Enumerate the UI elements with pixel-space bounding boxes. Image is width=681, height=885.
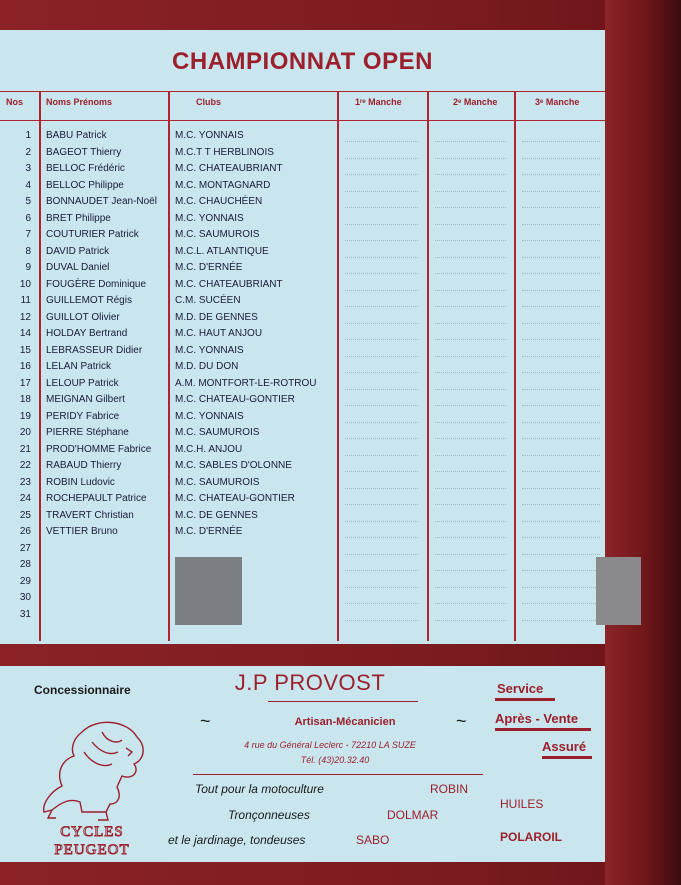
ad-address: 4 rue du Général Leclerc - 72210 LA SUZE [244,740,416,750]
score-dotted-line [522,174,600,175]
score-dotted-line [435,191,506,192]
rider-name: COUTURIER Patrick [46,229,139,240]
score-dotted-line [435,504,506,505]
rider-club: M.C. CHATEAU-GONTIER [175,394,295,405]
rider-club: M.C. D'ERNÉE [175,262,243,273]
score-dotted-line [345,455,418,456]
score-dotted-line [522,537,600,538]
row-number: 26 [19,526,31,537]
rider-club: M.C. YONNAIS [175,212,244,224]
row-number: 15 [19,344,31,356]
table-row [0,392,605,409]
score-dotted-line [345,356,418,357]
apres-vente-underline [495,728,591,731]
score-dotted-line [345,521,418,522]
rider-name: BRET Philippe [46,212,111,224]
score-dotted-line [345,488,418,489]
rider-club: M.C. HAUT ANJOU [175,328,263,339]
score-dotted-line [435,587,506,588]
table-row [0,194,605,211]
table-row [0,508,605,525]
svg-text:PEUGEOT: PEUGEOT [54,842,130,857]
rider-club: M.C. DE GENNES [175,509,258,521]
ad-jardinage: et le jardinage, tondeuses [168,833,306,847]
score-dotted-line [345,471,418,472]
score-dotted-line [522,240,600,241]
score-dotted-line [435,306,506,307]
rider-club: M.C. CHAUCHÉEN [175,196,263,207]
score-dotted-line [435,488,506,489]
rider-name: GUILLOT Olivier [46,311,120,323]
ad-robin: ROBIN [430,782,469,796]
score-dotted-line [345,504,418,505]
table-row [0,310,605,327]
rider-name: HOLDAY Bertrand [46,328,128,339]
ad-subtitle: Artisan-Mécanicien [294,716,396,728]
page-title: CHAMPIONNAT OPEN [172,48,433,75]
rider-club: M.C. CHATEAUBRIANT [175,278,283,290]
ad-assure: Assuré [542,739,587,754]
score-dotted-line [345,224,418,225]
row-number: 7 [25,229,31,240]
score-dotted-line [345,306,418,307]
ad-service: Service [497,681,544,696]
score-dotted-line [522,158,600,159]
ad-huiles: HUILES [500,797,544,811]
row-number: 31 [19,608,31,620]
score-dotted-line [435,372,506,373]
score-dotted-line [345,207,418,208]
score-dotted-line [345,405,418,406]
rider-club: M.C.L. ATLANTIQUE [175,245,269,257]
rider-name: LELOUP Patrick [46,377,119,389]
col-header-round-2: 2ᵉ Manche [453,97,498,107]
table-row [0,475,605,492]
rider-name: ROBIN Ludovic [46,476,115,488]
rider-club: M.C. CHATEAU-GONTIER [175,493,295,504]
table-row [0,376,605,393]
col-header-clubs: Clubs [196,97,222,107]
score-dotted-line [522,554,600,555]
row-number: 14 [19,328,31,339]
grey-patch [175,557,242,625]
score-dotted-line [435,521,506,522]
score-dotted-line [345,554,418,555]
row-number: 24 [19,493,31,504]
score-dotted-line [435,224,506,225]
row-number: 21 [19,443,31,455]
table-row [0,541,605,558]
score-dotted-line [435,257,506,258]
table-row [0,145,605,162]
score-dotted-line [522,224,600,225]
page-edge [605,0,681,885]
tilde-ornament: ~ [456,711,467,731]
row-number: 12 [19,311,31,323]
rider-name: PIERRE Stéphane [46,427,129,438]
score-dotted-line [345,273,418,274]
score-dotted-line [435,438,506,439]
table-row [0,178,605,195]
rider-club: M.C. YONNAIS [175,130,244,141]
score-dotted-line [522,306,600,307]
score-dotted-line [522,257,600,258]
score-dotted-line [522,405,600,406]
table-row [0,458,605,475]
grey-patch [596,557,641,625]
score-dotted-line [345,323,418,324]
row-number: 25 [19,509,31,521]
score-dotted-line [522,207,600,208]
rider-club: M.C.T T HERBLINOIS [175,146,274,158]
rider-name: LELAN Patrick [46,361,112,372]
rider-name: BELLOC Frédéric [46,163,125,174]
row-number: 8 [25,245,31,257]
score-dotted-line [522,372,600,373]
rider-club: M.C. SAUMUROIS [175,229,260,240]
rider-name: LEBRASSEUR Didier [46,344,143,356]
rider-name: BONNAUDET Jean-Noël [46,196,157,207]
rider-name: RABAUD Thierry [46,460,122,471]
score-dotted-line [435,471,506,472]
row-number: 10 [19,278,31,290]
score-dotted-line [522,438,600,439]
row-number: 23 [19,476,31,488]
score-dotted-line [435,422,506,423]
rider-club: M.D. DU DON [175,361,239,372]
table-row [0,161,605,178]
ad-dolmar: DOLMAR [387,808,439,822]
table-row [0,491,605,508]
lion-icon [22,712,162,857]
ad-tronconneuses: Tronçonneuses [228,808,310,822]
table-row [0,343,605,360]
row-number: 17 [19,377,31,389]
score-dotted-line [345,191,418,192]
rider-club: M.C. CHATEAUBRIANT [175,163,283,174]
score-dotted-line [435,537,506,538]
rider-club: M.C.H. ANJOU [175,443,243,455]
score-dotted-line [345,587,418,588]
rider-club: M.C. SABLES D'OLONNE [175,460,292,471]
score-dotted-line [435,356,506,357]
rider-name: FOUGÈRE Dominique [46,278,147,290]
row-number: 30 [19,592,31,603]
service-underline [495,698,555,701]
score-dotted-line [435,620,506,621]
ad-curve-line [193,774,483,775]
score-dotted-line [522,603,600,604]
rider-club: C.M. SUCÉEN [175,295,241,306]
score-dotted-line [435,554,506,555]
rider-name: BABU Patrick [46,130,107,141]
rider-club: A.M. MONTFORT-LE-ROTROU [175,377,317,389]
score-dotted-line [522,488,600,489]
tilde-ornament: ~ [200,711,211,731]
score-dotted-line [522,191,600,192]
score-dotted-line [522,339,600,340]
score-dotted-line [522,471,600,472]
rider-name: BAGEOT Thierry [46,146,122,158]
score-dotted-line [345,257,418,258]
row-number: 6 [25,212,31,224]
score-dotted-line [435,323,506,324]
score-dotted-line [522,620,600,621]
rider-name: DUVAL Daniel [46,262,110,273]
table-row [0,128,605,145]
score-dotted-line [435,570,506,571]
row-number: 27 [19,542,31,554]
rider-name: MEIGNAN Gilbert [46,394,125,405]
score-dotted-line [522,570,600,571]
score-dotted-line [522,504,600,505]
score-dotted-line [522,587,600,588]
ad-motoculture: Tout pour la motoculture [195,782,324,796]
col-header-round-1: 1ʳᵉ Manche [355,97,402,107]
col-header-names: Noms Prénoms [46,97,113,107]
table-row [0,607,605,624]
row-number: 2 [25,146,31,158]
score-dotted-line [522,455,600,456]
row-number: 11 [20,295,31,306]
row-number: 20 [19,427,31,438]
score-dotted-line [522,422,600,423]
col-header-round-3: 3ᵉ Manche [535,97,580,107]
score-dotted-line [522,356,600,357]
score-dotted-line [345,372,418,373]
score-dotted-line [522,273,600,274]
table-row [0,359,605,376]
score-dotted-line [435,339,506,340]
rider-club: M.C. D'ERNÉE [175,526,243,537]
score-dotted-line [345,603,418,604]
row-number: 1 [25,130,31,141]
ad-divider [268,701,418,702]
score-dotted-line [345,422,418,423]
row-number: 16 [19,361,31,372]
rider-name: ROCHEPAULT Patrice [46,493,147,504]
score-dotted-line [345,174,418,175]
score-dotted-line [435,174,506,175]
score-dotted-line [345,570,418,571]
svg-text:CYCLES: CYCLES [60,824,124,840]
rider-name: PERIDY Fabrice [46,410,120,422]
table-row [0,211,605,228]
rider-name: BELLOC Philippe [46,179,124,191]
score-dotted-line [522,521,600,522]
ad-apres-vente: Après - Vente [495,711,579,726]
score-dotted-line [522,141,600,142]
ad-telephone: Tél. (43)20.32.40 [300,755,370,765]
rider-club: M.C. YONNAIS [175,410,244,422]
ad-sabo: SABO [356,833,390,847]
rider-club: M.C. YONNAIS [175,344,244,356]
score-dotted-line [345,339,418,340]
score-dotted-line [435,405,506,406]
ad-polaroil: POLAROIL [500,830,562,844]
score-dotted-line [435,158,506,159]
score-dotted-line [435,207,506,208]
score-dotted-line [345,389,418,390]
table-row [0,524,605,541]
score-dotted-line [345,290,418,291]
row-number: 3 [25,163,31,174]
score-dotted-line [345,438,418,439]
assure-underline [542,756,592,759]
rider-name: GUILLEMOT Régis [46,295,132,306]
peugeot-lion-logo [22,712,162,857]
table-row [0,590,605,607]
rider-club: M.D. DE GENNES [175,311,258,323]
table-row [0,293,605,310]
rider-club: M.C. SAUMUROIS [175,427,260,438]
rider-name: PROD'HOMME Fabrice [46,443,152,455]
table-row [0,277,605,294]
table-row [0,244,605,261]
score-dotted-line [522,389,600,390]
table-row [0,442,605,459]
table-row [0,557,605,574]
score-dotted-line [435,240,506,241]
row-number: 29 [19,575,31,587]
ad-concessionnaire: Concessionnaire [34,683,131,697]
rider-name: TRAVERT Christian [46,509,134,521]
row-number: 4 [25,179,31,191]
table-row [0,574,605,591]
score-dotted-line [522,290,600,291]
row-number: 9 [25,262,31,273]
score-dotted-line [435,603,506,604]
score-dotted-line [345,537,418,538]
score-dotted-line [345,620,418,621]
score-dotted-line [345,240,418,241]
table-row [0,409,605,426]
table-row [0,260,605,277]
score-dotted-line [345,158,418,159]
row-number: 18 [19,394,31,405]
row-number: 22 [19,460,31,471]
score-dotted-line [435,455,506,456]
rider-club: M.C. MONTAGNARD [175,179,271,191]
score-dotted-line [435,290,506,291]
score-dotted-line [435,389,506,390]
ad-brand-name: J.P PROVOST [234,670,386,695]
score-dotted-line [345,141,418,142]
table-row [0,227,605,244]
rider-club: M.C. SAUMUROIS [175,476,260,488]
row-number: 28 [19,559,31,570]
score-dotted-line [522,323,600,324]
row-number: 5 [25,196,31,207]
score-dotted-line [435,273,506,274]
table-row [0,425,605,442]
col-header-nos: Nos [6,97,24,107]
rider-name: VETTIER Bruno [46,526,118,537]
row-number: 19 [19,410,31,422]
rider-name: DAVID Patrick [46,245,110,257]
score-dotted-line [435,141,506,142]
table-row [0,326,605,343]
